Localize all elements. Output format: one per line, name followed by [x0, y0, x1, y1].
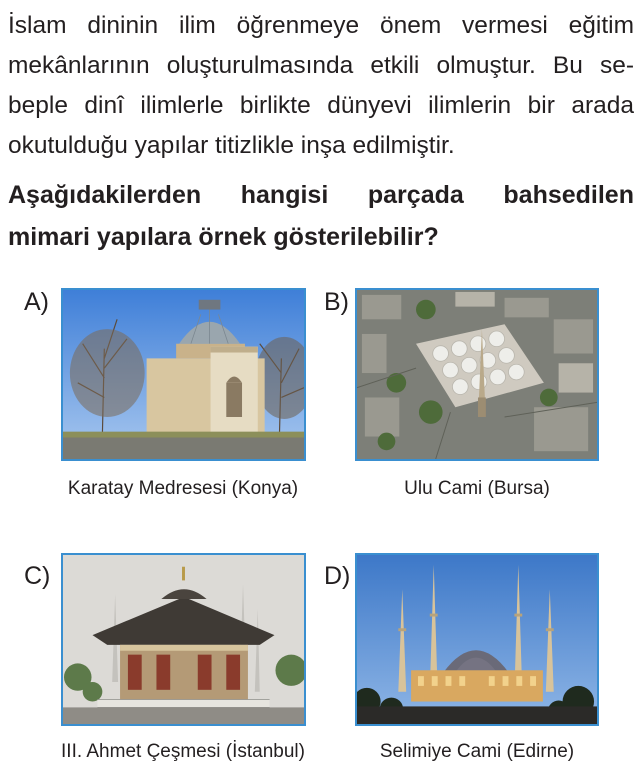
option-b-image[interactable] — [355, 288, 599, 461]
option-c-letter[interactable]: C) — [24, 562, 51, 590]
passage-line-4: okutulduğu yapılar titizlikle inşa edilmiştir. — [8, 132, 455, 159]
option-b-letter[interactable]: B) — [324, 288, 349, 316]
option-a-image[interactable] — [61, 288, 306, 461]
question-stem — [8, 174, 634, 258]
mosque-aerial-photo — [357, 290, 597, 459]
option-a-caption: Karatay Medresesi (Konya) — [67, 478, 299, 499]
mosque-night-photo — [357, 555, 597, 724]
option-c-image[interactable] — [61, 553, 306, 726]
passage-line-1: İslam dininin ilim öğrenmeye önem vermesi eğitim — [8, 12, 634, 39]
madrasa-photo — [63, 290, 304, 459]
option-d-caption: Selimiye Cami (Edirne) — [379, 741, 575, 762]
passage-line-3: beple dinî ilimlerle birlikte dünyevi ilimlerin bir arada — [8, 92, 634, 119]
option-d-image[interactable] — [355, 553, 599, 726]
passage-line-2: mekânlarının oluşturulmasında etkili olmuştur. Bu se- — [8, 52, 634, 79]
option-d-letter[interactable]: D) — [324, 562, 351, 590]
fountain-photo — [63, 555, 304, 724]
question-line-1: Aşağıdakilerden hangisi parçada bahsedilen — [8, 181, 634, 209]
option-a-letter[interactable]: A) — [24, 288, 49, 316]
option-c-caption: III. Ahmet Çeşmesi (İstanbul) — [61, 741, 305, 762]
option-b-caption: Ulu Cami (Bursa) — [404, 478, 550, 499]
question-line-2: mimari yapılara örnek gösterilebilir? — [8, 223, 439, 251]
passage-text — [8, 6, 634, 166]
